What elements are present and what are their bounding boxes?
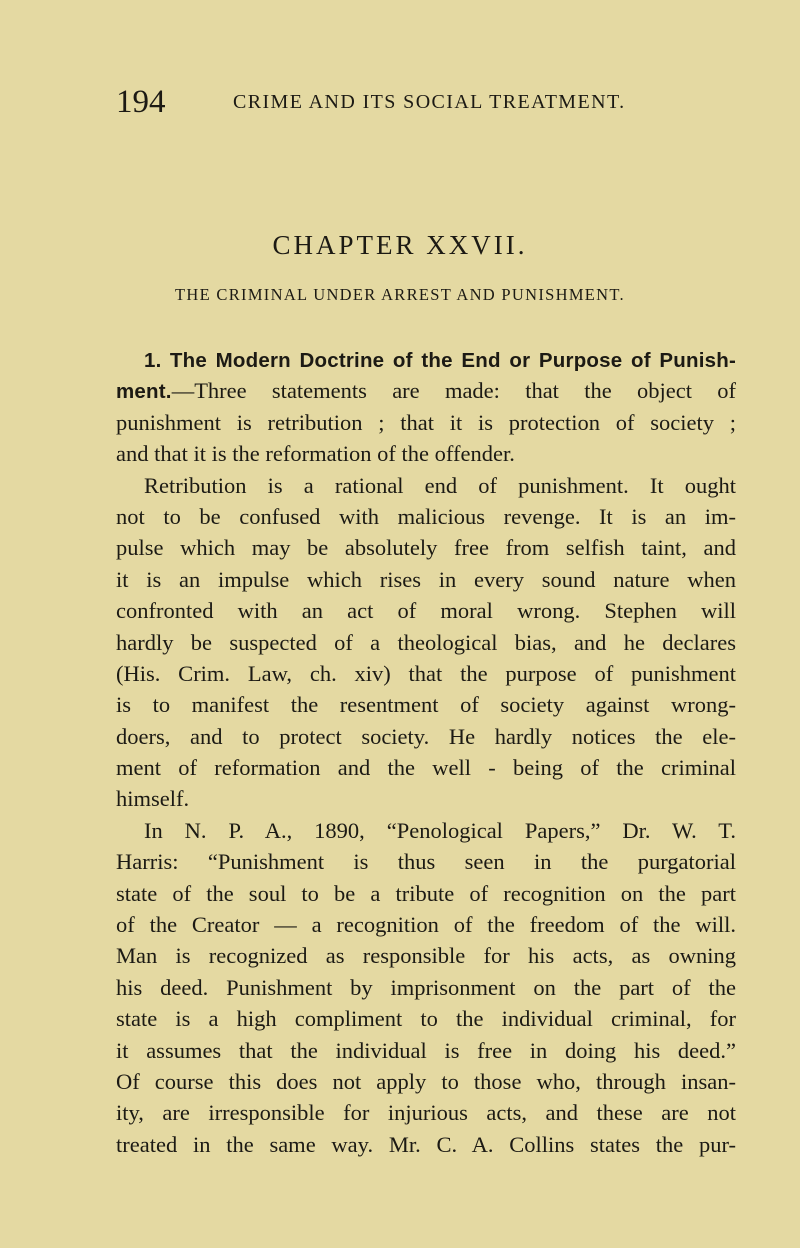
text-line: Harris: “Punishment is thus seen in the purgatorial <box>116 849 736 875</box>
text-line: hardly be suspected of a theological bias, and he declares <box>116 629 736 655</box>
section-heading-line <box>116 344 736 375</box>
text-line: doers, and to protect society. He hardly notices the ele- <box>116 723 736 749</box>
paragraph-start-line: In N. P. A., 1890, “Penological Papers,” Dr. W. T. <box>144 817 736 843</box>
section-title-continued: ment. <box>116 380 172 404</box>
paragraph-start-line: Retribution is a rational end of punishment. It ought <box>144 472 736 498</box>
text-line: —Three statements are made: that the object of <box>171 378 736 404</box>
chapter-subtitle: THE CRIMINAL UNDER ARREST AND PUNISHMENT. <box>175 285 625 304</box>
text-line: not to be confused with malicious revenge. It is an im- <box>116 503 736 529</box>
text-line: ity, are irresponsible for injurious acts, and these are not <box>116 1100 736 1126</box>
section-number: 1. <box>144 349 162 372</box>
chapter-heading: CHAPTER XXVII. <box>272 230 528 260</box>
text-line: ment of reformation and the well - being of the criminal <box>116 755 736 781</box>
body-text <box>116 344 736 1160</box>
text-line: Of course this does not apply to those who, through insan- <box>116 1068 736 1094</box>
text-line: and that it is the reformation of the offender. <box>116 441 515 467</box>
page-number: 194 <box>116 84 166 120</box>
text-line: it is an impulse which rises in every sound nature when <box>116 566 736 592</box>
text-line: Man is recognized as responsible for his acts, as owning <box>116 943 736 969</box>
text-line: of the Creator — a recognition of the freedom of the will. <box>116 912 736 938</box>
text-line: state is a high compliment to the individual criminal, for <box>116 1006 736 1032</box>
section-heading-line-2 <box>116 375 736 406</box>
section-title: The Modern Doctrine of the End or Purpose of Punish- <box>169 349 736 372</box>
text-line: pulse which may be absolutely free from selfish taint, and <box>116 535 736 561</box>
text-line: punishment is retribution ; that it is protection of society ; <box>116 409 736 435</box>
text-line: is to manifest the resentment of society against wrong- <box>116 692 736 718</box>
text-line: himself. <box>116 786 190 812</box>
running-head <box>116 82 716 122</box>
text-line: treated in the same way. Mr. C. A. Collins states the pur- <box>116 1131 736 1157</box>
text-line: confronted with an act of moral wrong. Stephen will <box>116 598 736 624</box>
text-line: state of the soul to be a tribute of recognition on the part <box>116 880 736 906</box>
text-line: (His. Crim. Law, ch. xiv) that the purpose of punishment <box>116 660 736 686</box>
text-line: it assumes that the individual is free in doing his deed.” <box>116 1037 736 1063</box>
text-line: his deed. Punishment by imprisonment on the part of the <box>116 974 736 1000</box>
running-title: CRIME AND ITS SOCIAL TREATMENT. <box>233 91 626 113</box>
